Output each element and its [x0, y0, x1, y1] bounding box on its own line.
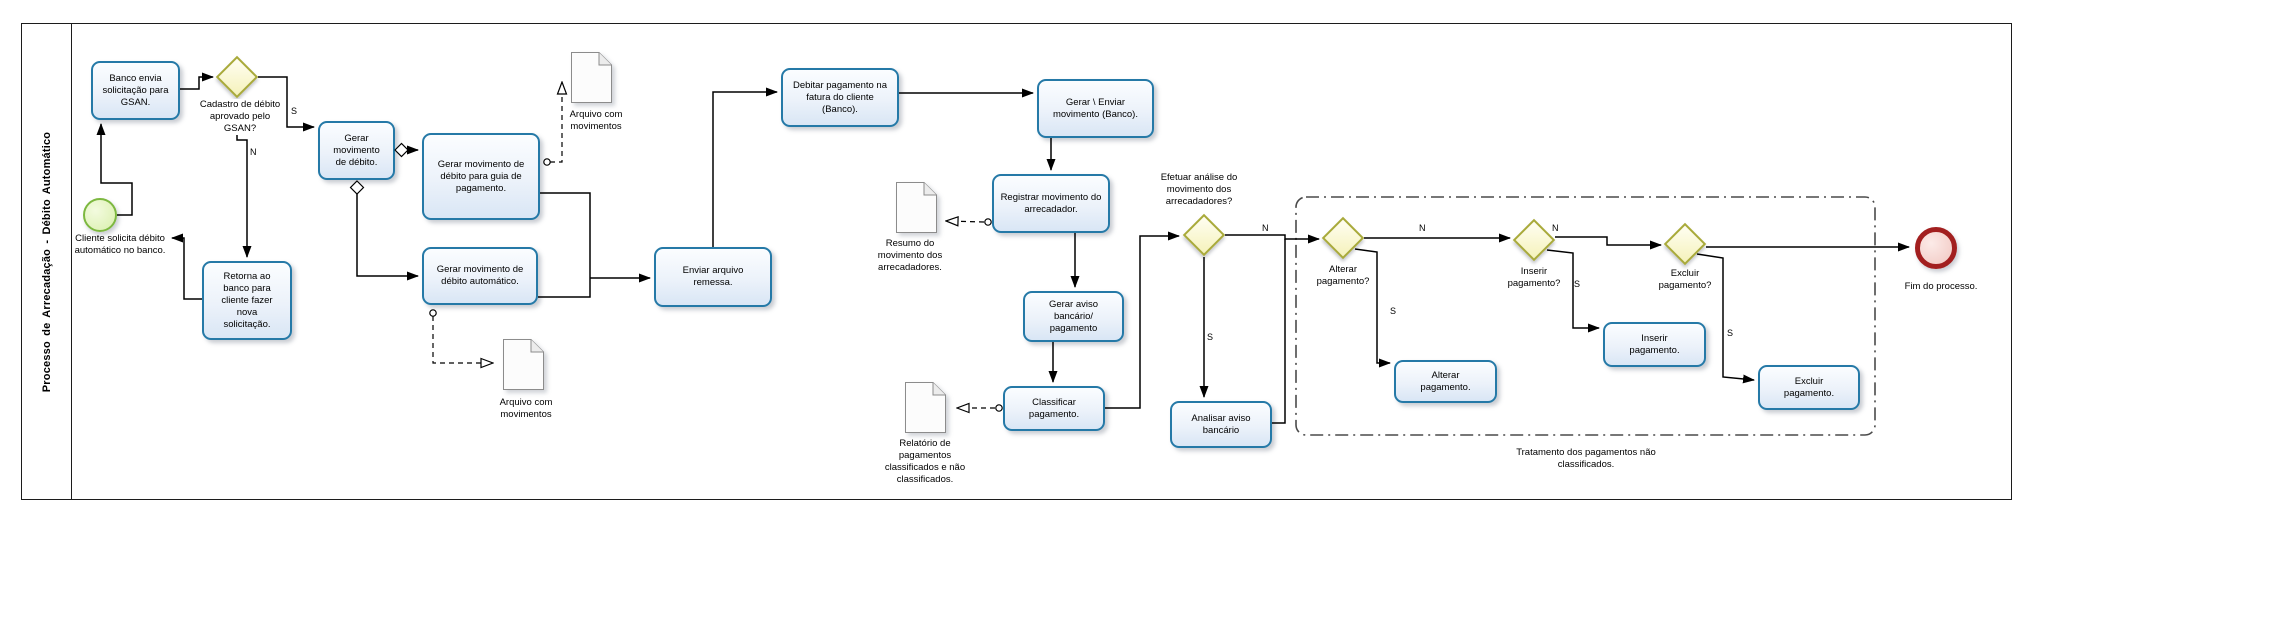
task-label: Gerar aviso bancário/ pagamento [1048, 298, 1099, 334]
task-label: Alterar pagamento. [1420, 369, 1471, 393]
branch-label-n: N [1262, 223, 1269, 233]
group-tratamento-pagamentos[interactable] [1296, 197, 1875, 435]
association-dot [544, 159, 550, 165]
flow-start-to-banco-envia [101, 124, 132, 215]
branch-label-n: N [250, 147, 257, 157]
association-registrar-to-resumo [947, 221, 984, 222]
branch-label-s: S [1727, 328, 1734, 338]
flow-analisar-aviso-return [1272, 239, 1285, 423]
end-event-label: Fim do processo. [1904, 281, 1978, 292]
gateway-efetuar-analise-label: Efetuar análise do movimento dos arrecadadores? [1160, 172, 1238, 207]
task-label: Gerar \ Enviar movimento (Banco). [1052, 96, 1138, 120]
start-event-label: Cliente solicita débito automático no banco. [74, 233, 166, 256]
association-automatico-to-arquivo [433, 316, 492, 363]
task-label: Enviar arquivo remessa. [682, 265, 744, 288]
task-label: Inserir pagamento. [1629, 332, 1680, 356]
task-label: Gerar movimento de débito. [333, 132, 380, 168]
document-arquivo-movimentos-1-label: Arquivo com movimentos [569, 109, 623, 132]
branch-label-s: S [291, 106, 298, 116]
gateway-alterar-label: Alterar pagamento? [1316, 264, 1370, 287]
task-label: Gerar movimento de débito automático. [436, 264, 524, 287]
branch-label-s: S [1390, 306, 1397, 316]
flow-retorna-to-cliente [172, 238, 202, 299]
task-label: Analisar aviso bancário [1191, 412, 1251, 436]
task-label: Registrar movimento do arrecadador. [1000, 191, 1102, 215]
flow-classificar-to-gateway-analise [1105, 236, 1179, 408]
task-label: Retorna ao banco para cliente fazer nova solicitação. [221, 270, 273, 330]
conditional-marker [395, 144, 408, 157]
document-relatorio-label: Relatório de pagamentos classificados e não classificados. [884, 438, 966, 485]
branch-label-s: S [1207, 332, 1214, 342]
association-dot [996, 405, 1002, 411]
gateway-inserir-label: Inserir pagamento? [1507, 266, 1561, 289]
flow-to-gerar-automatico [357, 194, 418, 276]
document-arquivo-movimentos-2-label: Arquivo com movimentos [499, 397, 553, 420]
flow-enviar-to-debitar [713, 92, 777, 247]
flow-guia-to-merge [540, 193, 590, 278]
branch-label-s: S [1574, 279, 1581, 289]
gateway-excluir-label: Excluir pagamento? [1658, 268, 1712, 291]
task-label: Banco envia solicitação para GSAN. [102, 72, 169, 108]
flow-banco-envia-to-gateway [180, 77, 213, 89]
task-label: Gerar movimento de débito para guia de pagamento. [437, 158, 525, 194]
pool-title: Processo de Arrecadação - Débito Automático [41, 131, 53, 392]
conditional-marker [351, 181, 364, 194]
task-label: Classificar pagamento. [1028, 396, 1080, 420]
group-tratamento-label: Tratamento dos pagamentos não classificados. [1516, 447, 1656, 470]
task-label: Debitar pagamento na fatura do cliente (Banco). [792, 79, 887, 115]
association-dot [430, 310, 436, 316]
flow-automatico-to-merge [538, 278, 590, 297]
branch-label-n: N [1419, 223, 1426, 233]
task-label: Excluir pagamento. [1783, 375, 1835, 399]
flow-inserir-n-to-gateway-excluir [1555, 237, 1661, 245]
document-resumo-label: Resumo do movimento dos arrecadadores. [877, 238, 943, 273]
flow-analise-n-to-gateway-alterar [1225, 235, 1319, 239]
branch-label-n: N [1552, 223, 1559, 233]
association-dot [985, 219, 991, 225]
gateway-cadastro-label: Cadastro de débito aprovado pelo GSAN? [196, 99, 284, 135]
